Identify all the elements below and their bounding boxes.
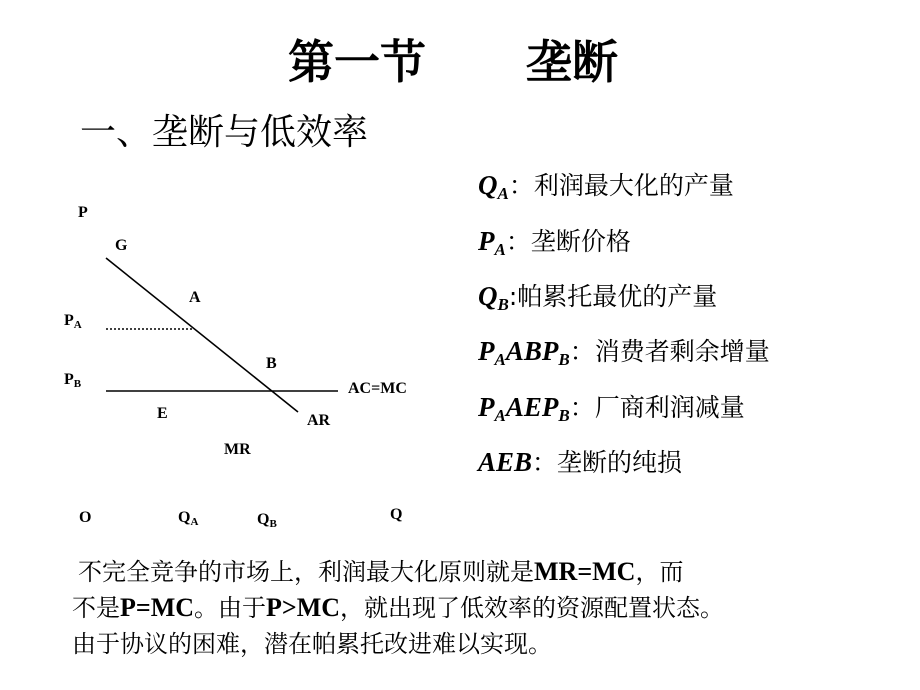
diagram-lines: [0, 0, 460, 540]
legend-item-deadweight: AEB：垄断的纯损: [478, 447, 683, 477]
legend-item-consumer-surplus: $P_AABP_B$：消费者剩余增量: [478, 336, 770, 369]
point-a-label: A: [189, 289, 201, 306]
title-left: 第一节: [288, 35, 426, 89]
legend-item-profit-loss: $P_AAEP_B$：厂商利润减量: [478, 392, 745, 425]
mr-label: MR: [224, 441, 251, 458]
ac-mc-label: AC=MC: [348, 380, 407, 397]
paragraph-line-2: 不是P=MC。由于P>MC，就出现了低效率的资源配置状态。: [72, 593, 725, 622]
qb-label: $Q_B$: [257, 511, 277, 530]
legend-item-qa: $Q_A$：利润最大化的产量: [478, 170, 734, 203]
section-subtitle: 一、垄断与低效率: [80, 112, 369, 153]
paragraph-line-3: 由于协议的困难，潜在帕累托改进难以实现。: [72, 630, 552, 658]
point-g-label: G: [115, 237, 128, 254]
qa-label: $Q_A$: [178, 509, 199, 528]
point-b-label: B: [266, 355, 277, 372]
origin-label: O: [79, 509, 92, 526]
ar-demand-line: [106, 258, 298, 412]
pb-label: $P_B$: [64, 371, 82, 390]
legend-item-pa: $P_A$：垄断价格: [478, 226, 631, 259]
title-right: 垄断: [526, 35, 618, 89]
paragraph-line-1: 不完全竞争的市场上，利润最大化原则就是MR=MC，而: [78, 557, 684, 586]
q-axis-label: Q: [390, 506, 403, 523]
pa-label: $P_A$: [64, 312, 82, 331]
point-e-label: E: [157, 405, 168, 422]
legend-item-qb: $Q_B$:帕累托最优的产量: [478, 281, 718, 314]
ar-label: AR: [307, 412, 331, 429]
p-axis-label: P: [78, 204, 88, 221]
